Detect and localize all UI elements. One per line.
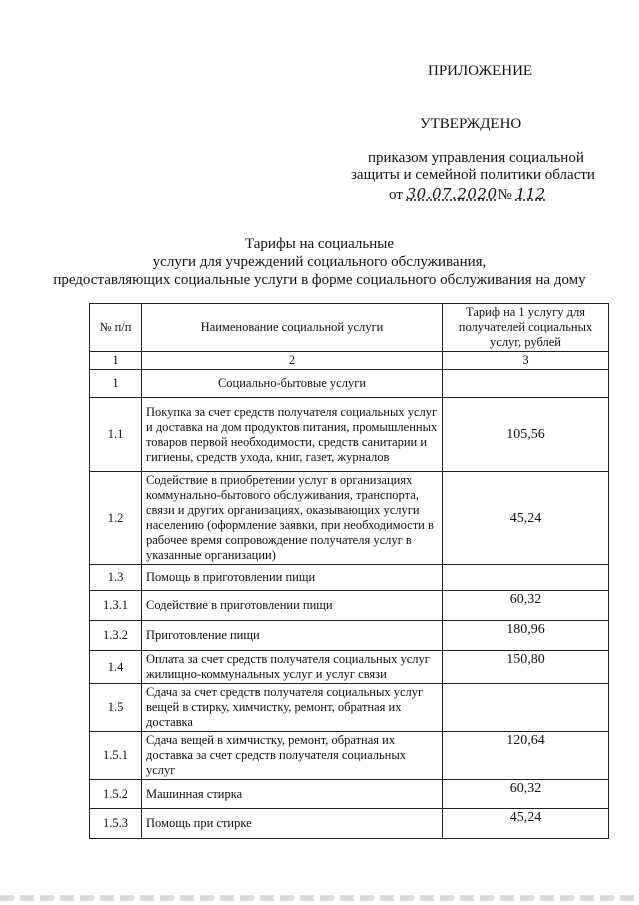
row-name: Содействие в приготовлении пищи	[142, 591, 443, 621]
approved-label: УТВЕРЖДЕНО	[420, 116, 522, 132]
row-num: 1.5.2	[90, 780, 142, 809]
col-number-2: 2	[142, 352, 443, 370]
row-name: Сдача за счет средств получателя социальных услуг вещей в стирку, химчистку, ремонт, обратная их доставка	[142, 684, 443, 732]
header-price: Тариф на 1 услугу для получателей социальных услуг, рублей	[443, 304, 609, 352]
col-number-3: 3	[443, 352, 609, 370]
table-row	[90, 809, 609, 839]
tariffs-table	[89, 303, 609, 839]
row-price: 60,32	[443, 780, 609, 809]
row-num: 1.5	[90, 684, 142, 732]
title-line-2: услуги для учреждений социального обслуживания,	[152, 254, 487, 270]
section-num: 1	[90, 370, 142, 398]
table-row	[90, 398, 609, 472]
row-price: 105,56	[443, 398, 609, 472]
row-num: 1.3.2	[90, 621, 142, 651]
row-name: Приготовление пищи	[142, 621, 443, 651]
order-line-2: защиты и семейной политики области	[351, 167, 595, 183]
header-row	[90, 304, 609, 352]
row-num: 1.1	[90, 398, 142, 472]
title-line-3: предоставляющих социальные услуги в форме социального обслуживания на дому	[53, 272, 586, 288]
row-price: 150,80	[443, 651, 609, 684]
row-name: Машинная стирка	[142, 780, 443, 809]
row-price	[443, 565, 609, 591]
table-row	[90, 684, 609, 732]
title-line-1: Тарифы на социальные	[244, 236, 395, 252]
column-number-row	[90, 352, 609, 370]
row-name: Покупка за счет средств получателя социальных услуг и доставка на дом продуктов питания, промышленных товаров первой необходимости, средств санитарии и гигиены, средств ухода, книг, газет, журналов	[142, 398, 443, 472]
row-num: 1.4	[90, 651, 142, 684]
appendix-label: ПРИЛОЖЕНИЕ	[428, 63, 533, 79]
row-num: 1.5.3	[90, 809, 142, 839]
order-line-1: приказом управления социальной	[368, 150, 584, 166]
row-name: Оплата за счет средств получателя социальных услуг жилищно-коммунальных услуг и услуг связи	[142, 651, 443, 684]
table-row	[90, 732, 609, 780]
date-value: 30.07.2020	[406, 185, 498, 203]
section-row	[90, 370, 609, 398]
row-name: Содействие в приобретении услуг в организациях коммунально-бытового обслуживания, транспорта, связи и других организациях, оказывающих услуги населению (оформление заявки, при необходимости в рабочее время сопровождение получателя услуг в указанные организации)	[142, 472, 443, 565]
table-row	[90, 651, 609, 684]
row-price	[443, 684, 609, 732]
header-name: Наименование социальной услуги	[142, 304, 443, 352]
row-num: 1.5.1	[90, 732, 142, 780]
number-value: 112	[515, 185, 546, 203]
row-name: Помощь при стирке	[142, 809, 443, 839]
row-num: 1.3.1	[90, 591, 142, 621]
row-price: 120,64	[443, 732, 609, 780]
order-date-line	[389, 185, 546, 204]
number-label: №	[497, 187, 512, 203]
row-price: 45,24	[443, 472, 609, 565]
row-price: 60,32	[443, 591, 609, 621]
date-prefix: от	[389, 187, 403, 203]
table-row	[90, 591, 609, 621]
col-number-1: 1	[90, 352, 142, 370]
table-row	[90, 565, 609, 591]
row-num: 1.3	[90, 565, 142, 591]
row-price: 180,96	[443, 621, 609, 651]
row-name: Помощь в приготовлении пищи	[142, 565, 443, 591]
section-price	[443, 370, 609, 398]
header-num: № п/п	[90, 304, 142, 352]
row-name: Сдача вещей в химчистку, ремонт, обратная их доставка за счет средств получателя социальных услуг	[142, 732, 443, 780]
row-num: 1.2	[90, 472, 142, 565]
table-row	[90, 780, 609, 809]
table-row	[90, 472, 609, 565]
table-row	[90, 621, 609, 651]
scan-edge-artifact	[0, 895, 639, 901]
row-price: 45,24	[443, 809, 609, 839]
section-name: Социально-бытовые услуги	[142, 370, 443, 398]
